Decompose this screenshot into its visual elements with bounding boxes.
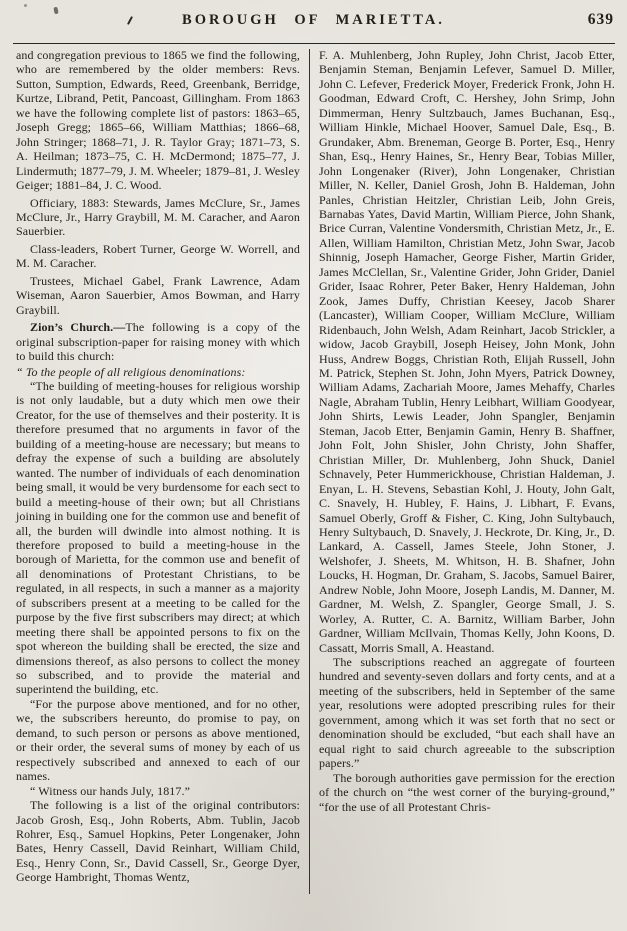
paragraph: “The building of meeting-houses for religious worship is not only laudable, but a duty which men owe their Creator, for the use of themselves and their posterity. It is therefore presumed that no arguments in favor of the building of a meeting-house are necessary; but means to defray the expense of such a building are absolutely wanted. The number of individuals of each denomination being small, it would be very burdensome for each sect to build a meeting-house of their own; but all Christians joining in building one for the common use and benefit of all, the burden will dwindle into almost nothing. It is therefore proposed to build a meeting-house in the borough of Marietta, for the common use and benefit of all denominations of Protestant Christians, to be regulated, in all respects, in such a manner as a majority of subscribers present at a meeting to be called for the purpose by the five first subscribers may direct; at which meeting there shall be appointed persons to fix on the spot whereon the building shall be erected, the size and dimensions thereof, as also persons to collect the money so subscribed, and to provide the material and superintend the building, etc. xyxy=(16,378,300,697)
paragraph: Officiary, 1883: Stewards, James McClure, Sr., James McClure, Jr., Harry Graybill, M. M. Caracher, and Aaron Sauerbier. xyxy=(16,195,300,239)
paragraph: Class-leaders, Robert Turner, George W. Worrell, and M. M. Caracher. xyxy=(16,241,300,271)
ink-speckle xyxy=(24,4,27,7)
page-number: 639 xyxy=(587,11,614,28)
paragraph: F. A. Muhlenberg, John Rupley, John Christ, Jacob Etter, Benjamin Steman, Benjamin Lefever, Samuel D. Miller, John C. Lefever, Frederick Moyer, Frederick Fronk, John H. Goodman, Edward Croft, C. Hershey, John Srimp, John Dimmerman, Henry Sultzbauch, James Buchanan, Esq., William Hinkle, Michael Hoover, Samuel Dale, Esq., B. Grundaker, Abm. Breneman, George B. Porter, Esq., Henry Shan, Esq., Henry Haines, Sr., Henry Bear, Tobias Miller, John Longenaker (River), John Longenaker, Christian Miller, N. Keller, Daniel Grosh, John B. Haldeman, John Panles, Christian Heitzler, Christian Leib, John Greis, Barnabas Yates, David Martin, William Pierce, John Shank, Brice Curran, Valentine Vondersmith, Christian Metz, Jr., E. Allen, William Hamilton, Christian Metz, John Swar, Jacob Shinnig, Joseph Hamacher, George Fisher, Martin Grider, James McClellan, Sr., Valentine Grider, John Grider, Daniel Grider, Isaac Rohrer, Peter Baker, Henry Haldeman, John Zook, James Duffy, Christian Keesey, Jacob Sharer (Lancaster), William Cooper, William McClure, William Ridenbauch, John Welsh, Adam Reinhart, Jacob Strickler, a widow, Jacob Graybill, Joseph Heisey, John Monk, John Huss, Andrew Boggs, Christian Roth, Elijah Russell, John M. Patrick, Stephen St. John, John Myers, Patrick Downey, William Adams, Zachariah Moore, James Mehaffy, Charles Nagle, Abraham Tublin, Henry Leibhart, William Goodyear, John Shirts, Lewis Leader, John Spangler, Benjamin Steman, Jacob Etter, Benjamin Gamin, Henry B. Shaffner, John Folt, John Shisler, John Christy, John Shaffer, Christian Miller, Dr. Muhlenberg, John Shuck, Daniel Schnavely, Peter Hummerickhouse, Christian Haldeman, J. Enyan, L. H. Stevens, Sebastian Kohl, J. Houty, John Galt, C. Snavely, H. Hubley, F. Hains, J. Libhart, F. Evans, Samuel Oberly, Groff & Fisher, C. King, John Sultybauch, Henry Sultybauch, D. Snavely, J. Heckrote, Dr. King, Jr., D. Lankard, A. Cassell, James Steele, John Stoner, J. Welshofer, J. Sheets, M. Whitson, H. B. Shafner, John Loucks, H. Hogman, Dr. Graham, S. Jacobs, Samuel Bairer, Andrew Noble, John Moore, Joseph Landis, M. Danner, M. Gardner, M. Welsh, Z. Spangler, George Small, J. S. Worley, A. Rutter, C. A. Barnitz, William Barber, John Gardner, William McIlvain, Thomas Kelly, John Koons, D. Cassatt, Morris Small, A. Heastand. xyxy=(319,48,615,655)
paragraph: and congregation previous to 1865 we find the following, who are remembered by the older members: Revs. Sutton, Sumption, Edwards, Reed, Greenbank, Berridge, Kurtze, Librand, Petit, Pancoast, Gillingham. From 1863 we have the following complete list of pastors: 1863–65, Joseph Gregg; 1865–66, William Matthias; 1866–68, John Stringer; 1868–71, J. R. Taylor Gray; 1871–73, S. A. Heilman; 1873–75, C. H. McDermond; 1875–77, J. Lindermuth; 1877–79, J. M. Wheeler; 1879–81, J. Wesley Geiger; 1881–84, J. C. Wood. xyxy=(16,48,300,193)
paragraph: The following is a list of the original contributors: Jacob Grosh, Esq., John Roberts, Abm. Tublin, Jacob Rohrer, Esq., Samuel Hopkins, Peter Longenaker, John Bates, Henry Cassell, David Reinhart, William Child, Esq., Henry Conn, Sr., David Cassell, Sr., George Dyer, George Hambright, Thomas Wentz, xyxy=(16,798,300,885)
header-rule xyxy=(13,43,615,44)
paragraph-zions-church xyxy=(16,320,300,363)
paragraph: The subscriptions reached an aggregate of fourteen hundred and seventy-seven dollars and forty cents, and at a meeting of the subscribers, held in September of the same year, resolutions were adopted prescribing rules for their government, among which it was set forth that no sect or denomination should be excluded, “but each shall have an equal right to said church agreeable to the subscription papers.” xyxy=(319,655,615,771)
paragraph-text: The following is a copy of the original subscription-paper for raising money with which to build this church: xyxy=(16,320,300,364)
right-column xyxy=(319,48,615,814)
paragraph-salutation: “ To the people of all religious denominations: xyxy=(16,364,246,379)
page-body xyxy=(16,48,616,894)
paragraph: “ Witness our hands July, 1817.” xyxy=(30,783,191,798)
paragraph: Trustees, Michael Gabel, Frank Lawrence, Adam Wiseman, Aaron Sauerbier, Amos Bowman, and Harry Graybill. xyxy=(16,273,300,317)
column-divider-rule xyxy=(309,49,310,894)
paragraph: “For the purpose above mentioned, and for no other, we, the subscribers hereunto, do promise to pay, on demand, to such person or persons as above mentioned, or their order, the several sums of money by each of us respectively subscribed and annexed to each of our names. xyxy=(16,696,300,784)
paragraph: The borough authorities gave permission for the erection of the church on “the west corner of the burying-ground,” “for the use of all Protestant Chris- xyxy=(319,770,615,814)
section-heading: Zion’s Church.— xyxy=(30,320,126,335)
left-column xyxy=(16,48,300,885)
running-title: BOROUGH OF MARIETTA. xyxy=(182,12,445,28)
